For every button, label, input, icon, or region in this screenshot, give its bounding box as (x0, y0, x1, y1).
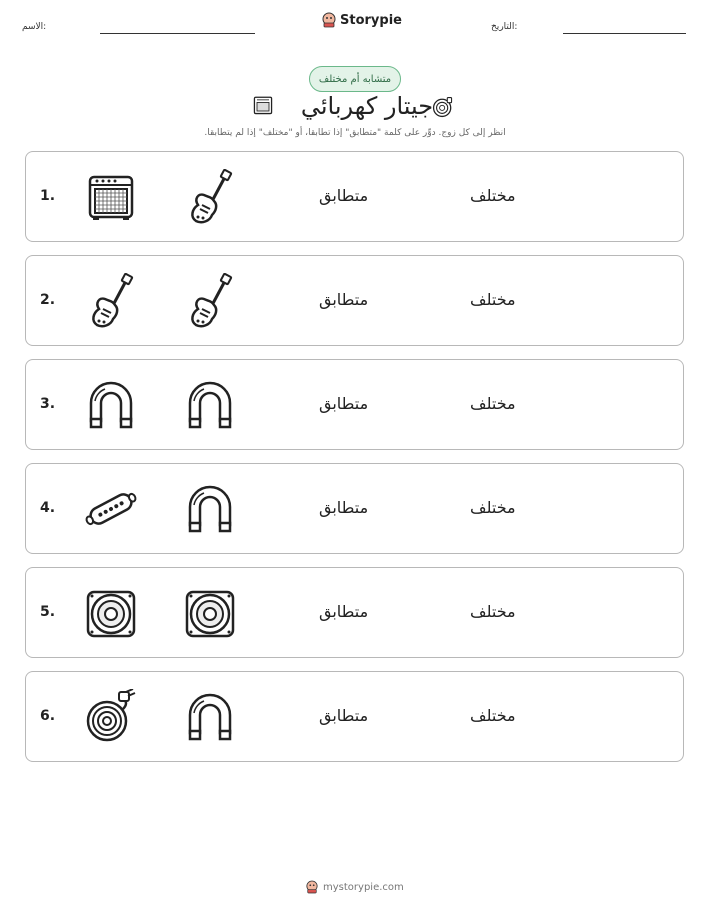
speaker-icon (182, 585, 238, 641)
same-option[interactable]: متطابق (319, 498, 369, 517)
horseshoe-magnet-icon (182, 689, 238, 745)
horseshoe-magnet-icon (182, 377, 238, 433)
speaker-icon (83, 585, 139, 641)
date-field-line[interactable] (563, 33, 686, 34)
electric-guitar-icon (182, 273, 238, 329)
question-number: 5. (40, 604, 56, 620)
electric-guitar-icon (182, 169, 238, 225)
guitar-pickup-icon (83, 481, 139, 537)
horseshoe-magnet-icon (182, 481, 238, 537)
question-row (25, 671, 684, 762)
instructions: انظر إلى كل زوج. دوِّر على كلمة "متطابق" إذا تطابقا، أو "مختلف" إذا لم يتطابقا. (204, 128, 506, 138)
different-option[interactable]: مختلف (470, 290, 516, 309)
different-option[interactable]: مختلف (470, 498, 516, 517)
brand-name: Storypie (340, 12, 402, 28)
question-row (25, 151, 684, 242)
footer (306, 880, 404, 894)
question-row (25, 255, 684, 346)
same-option[interactable]: متطابق (319, 186, 369, 205)
question-number: 4. (40, 500, 56, 516)
name-label: الاسم: (22, 22, 47, 32)
worksheet-type-badge: متشابه أم مختلف (309, 66, 401, 92)
electric-guitar-icon (83, 273, 139, 329)
storypie-mascot-icon (306, 880, 318, 894)
same-option[interactable]: متطابق (319, 602, 369, 621)
question-row (25, 359, 684, 450)
footer-site: mystorypie.com (323, 881, 404, 893)
question-number: 1. (40, 188, 56, 204)
horseshoe-magnet-icon (83, 377, 139, 433)
page-title: جيتار كهربائي (300, 92, 434, 120)
title-amplifier-icon (251, 93, 275, 121)
date-label: التاريخ: (491, 22, 518, 32)
question-number: 3. (40, 396, 56, 412)
same-option[interactable]: متطابق (319, 394, 369, 413)
different-option[interactable]: مختلف (470, 602, 516, 621)
same-option[interactable]: متطابق (319, 706, 369, 725)
name-field-line[interactable] (100, 33, 255, 34)
title-cable-icon (431, 95, 455, 123)
question-number: 2. (40, 292, 56, 308)
question-row (25, 463, 684, 554)
different-option[interactable]: مختلف (470, 186, 516, 205)
different-option[interactable]: مختلف (470, 706, 516, 725)
same-option[interactable]: متطابق (319, 290, 369, 309)
cable-coil-icon (83, 689, 139, 745)
amplifier-icon (83, 169, 139, 225)
different-option[interactable]: مختلف (470, 394, 516, 413)
question-number: 6. (40, 708, 56, 724)
question-row (25, 567, 684, 658)
storypie-mascot-icon (322, 12, 336, 28)
brand-logo (322, 12, 402, 28)
